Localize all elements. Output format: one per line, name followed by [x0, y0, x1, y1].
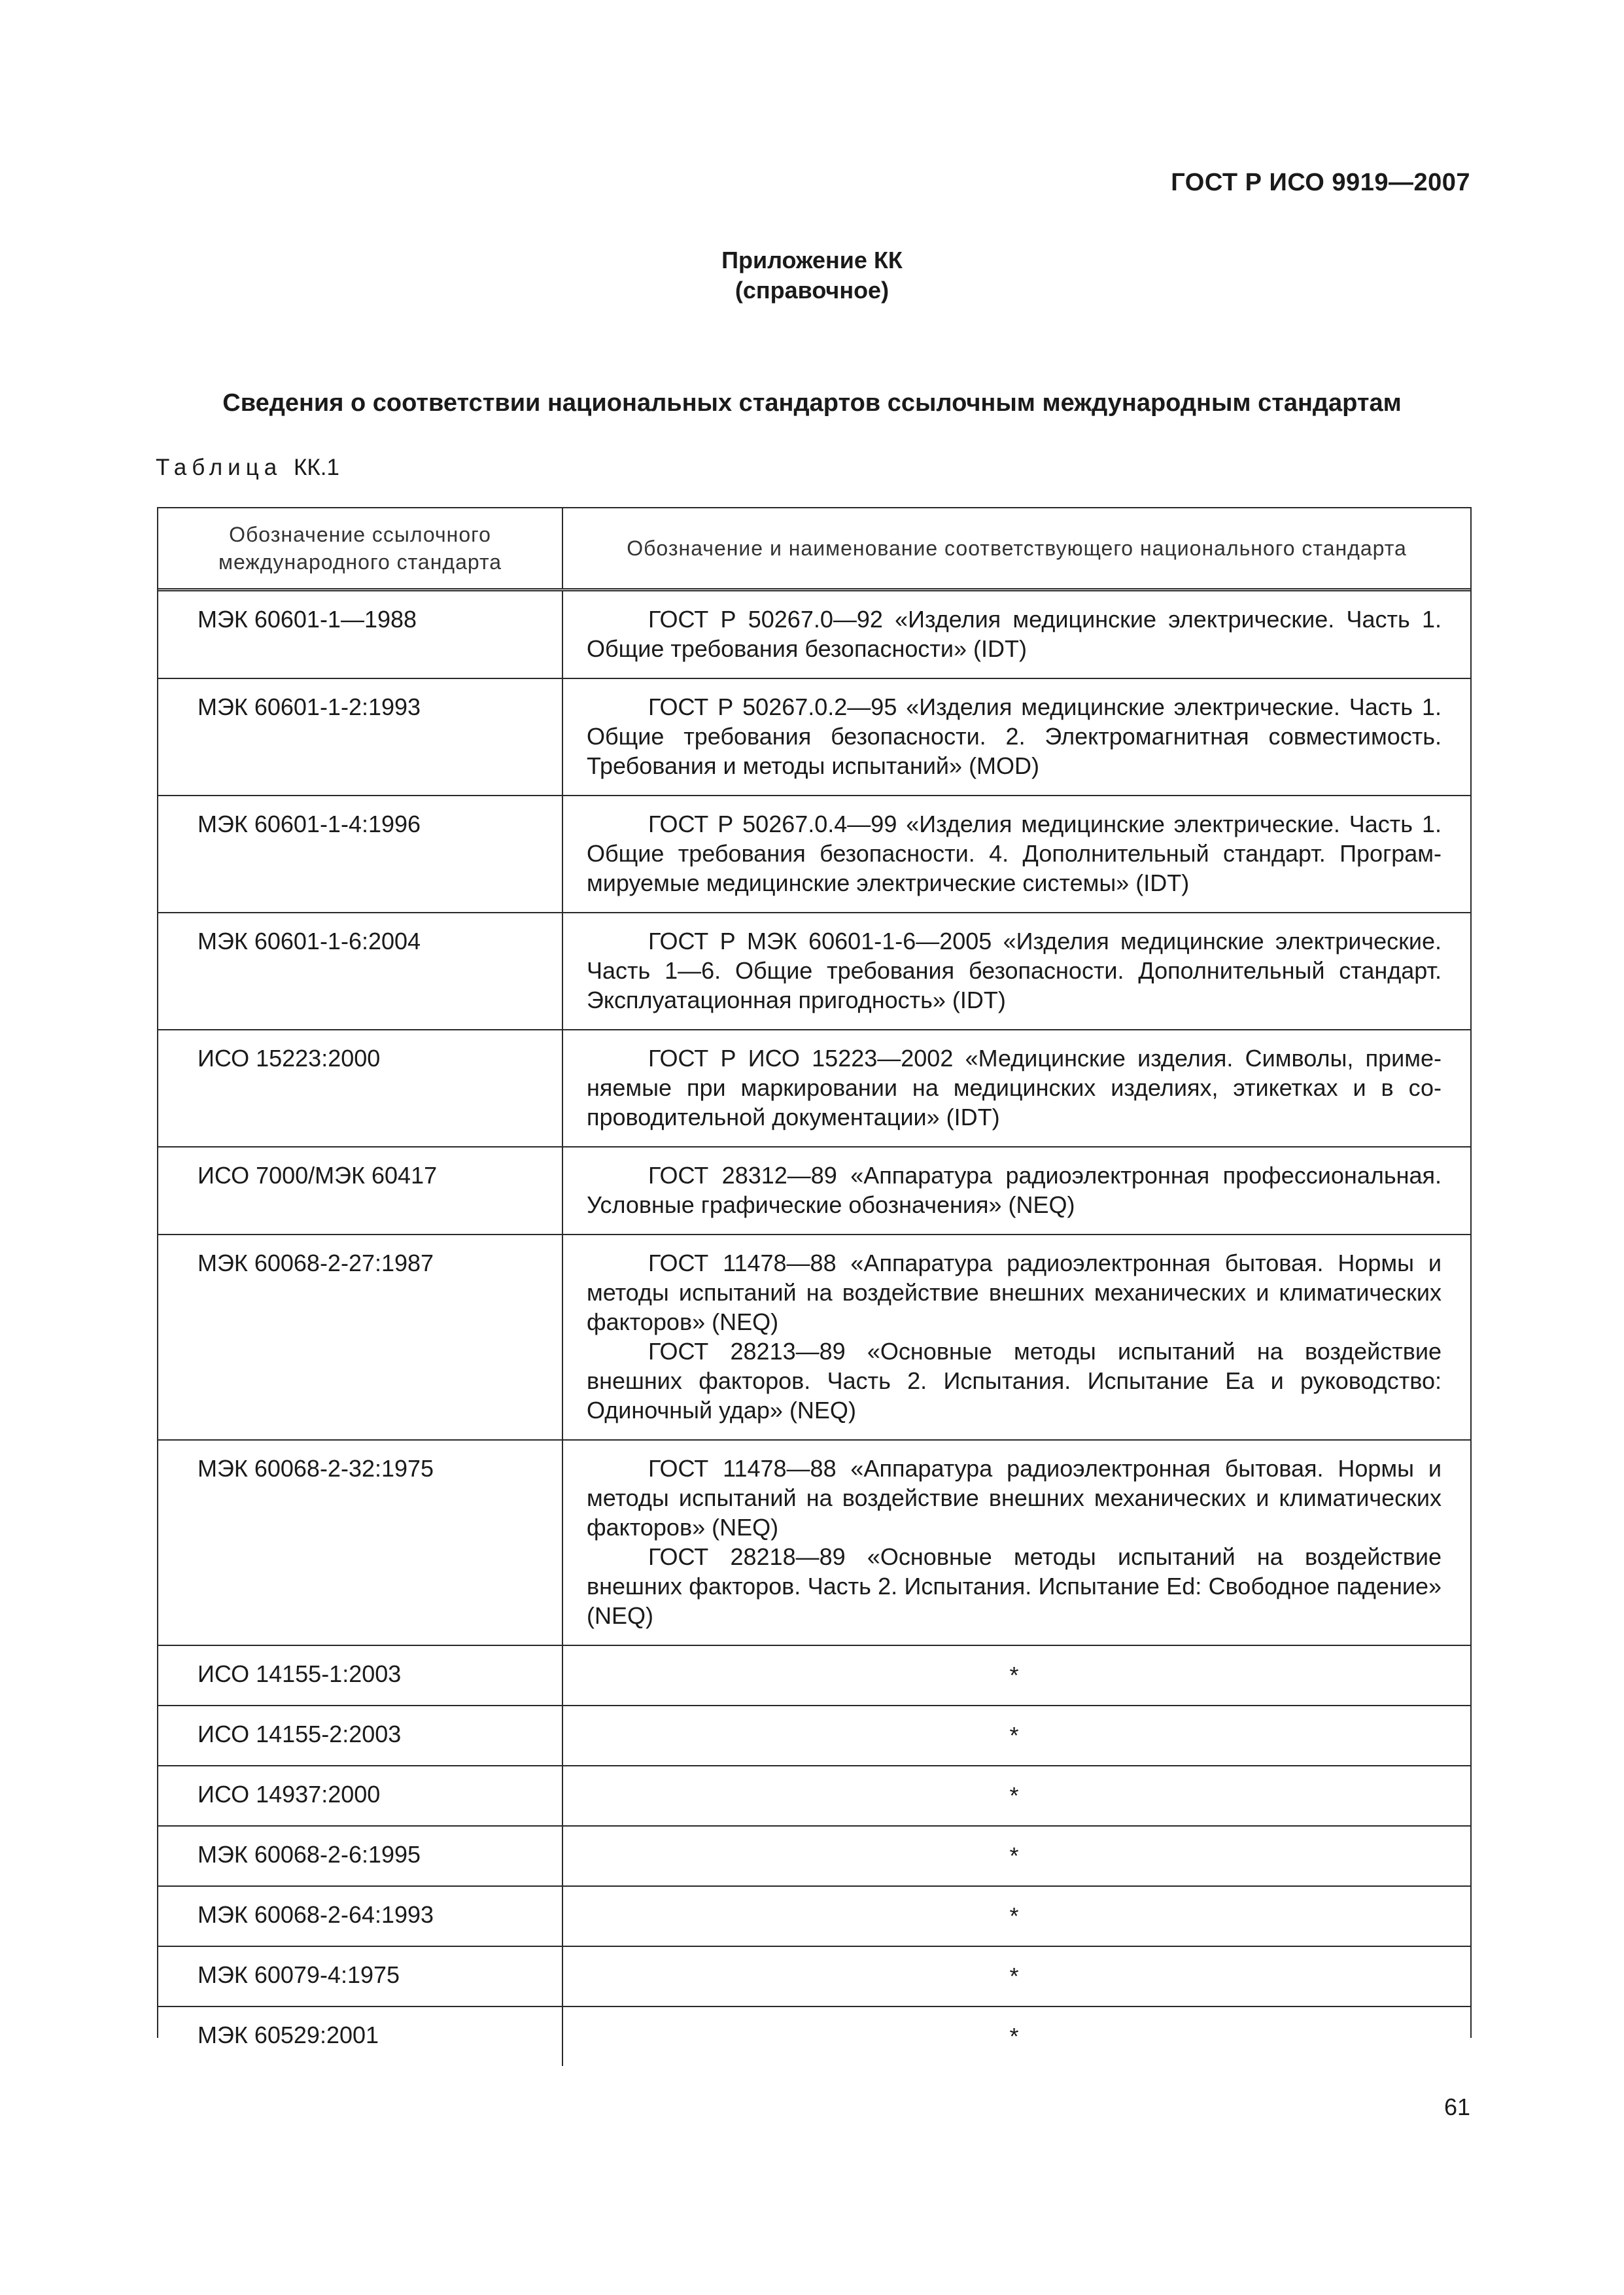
table-row	[158, 1886, 1470, 1946]
natl-standard-cell	[562, 913, 1470, 1030]
natl-standard-entry: ГОСТ Р 50267.0.4—99 «Изделия медицинские электрические. Часть 1. Общие требования безопасности. 4. Дополнительный стандарт. Программируемые медицинские электрические системы» (IDT)	[587, 811, 1442, 896]
table-row	[158, 1645, 1470, 1706]
table-body	[158, 590, 1470, 2067]
table-row	[158, 1440, 1470, 1645]
natl-standard-cell	[562, 678, 1470, 796]
natl-standard-cell	[562, 590, 1470, 679]
table-row	[158, 1235, 1470, 1440]
column-header-natl: Обозначение и наименование соответствующего национального стандарта	[562, 508, 1470, 590]
appendix-subtitle: (справочное)	[734, 277, 890, 304]
natl-standard-entry: ГОСТ Р ИСО 15223—2002 «Медицинские изделия. Символы, применяемые при маркировании на медицинских изделиях, этикетках и в сопроводительной документации» (IDT)	[587, 1045, 1442, 1130]
intl-standard-cell: ИСО 15223:2000	[158, 1030, 562, 1147]
table-row	[158, 1826, 1470, 1886]
table-caption-word: Таблица	[156, 455, 283, 480]
natl-standard-entry: ГОСТ Р 50267.0.2—95 «Изделия медицинские электрические. Часть 1. Общие требования безопасности. 2. Электромагнитная совместимость. Требования и методы испытаний» (MOD)	[587, 693, 1442, 779]
intl-standard-cell: МЭК 60601-1—1988	[158, 590, 562, 679]
table-row	[158, 1147, 1470, 1235]
natl-standard-entry: ГОСТ 28218—89 «Основные методы испытаний на воздействие внешних факторов. Часть 2. Испытания. Испытание Ed: Свободное падение» (NEQ)	[587, 1543, 1442, 1629]
table-caption-number: КК.1	[293, 455, 339, 480]
table-row	[158, 1706, 1470, 1766]
natl-standard-entry: ГОСТ Р 50267.0—92 «Изделия медицинские электрические. Часть 1. Общие требования безопасности» (IDT)	[587, 606, 1442, 662]
intl-standard-cell: МЭК 60068-2-6:1995	[158, 1826, 562, 1886]
appendix-title: Приложение КК	[721, 247, 903, 273]
intl-standard-cell: ИСО 14155-2:2003	[158, 1706, 562, 1766]
natl-standard-cell: *	[562, 1766, 1470, 1826]
natl-standard-cell	[562, 1030, 1470, 1147]
table-row	[158, 913, 1470, 1030]
page-number: 61	[1443, 2094, 1470, 2120]
intl-standard-cell: МЭК 60601-1-6:2004	[158, 913, 562, 1030]
natl-standard-cell: *	[562, 1706, 1470, 1766]
appendix-heading	[0, 245, 1624, 306]
intl-standard-cell: МЭК 60068-2-27:1987	[158, 1235, 562, 1440]
natl-standard-entry: ГОСТ 28312—89 «Аппаратура радиоэлектронная профессиональная. Условные графические обозначения» (NEQ)	[587, 1162, 1442, 1218]
intl-standard-cell: МЭК 60068-2-64:1993	[158, 1886, 562, 1946]
natl-standard-cell: *	[562, 1645, 1470, 1706]
table-row	[158, 1030, 1470, 1147]
natl-standard-cell: *	[562, 1826, 1470, 1886]
standards-table	[158, 507, 1470, 2066]
intl-standard-cell: ИСО 14937:2000	[158, 1766, 562, 1826]
table-row	[158, 590, 1470, 679]
intl-standard-cell: МЭК 60601-1-2:1993	[158, 678, 562, 796]
intl-standard-cell: МЭК 60068-2-32:1975	[158, 1440, 562, 1645]
natl-standard-entry: ГОСТ 11478—88 «Аппаратура радиоэлектронная бытовая. Нормы и методы испытаний на воздействие внешних механических и климатических факторов» (NEQ)	[587, 1455, 1442, 1541]
intl-standard-cell: ИСО 7000/МЭК 60417	[158, 1147, 562, 1235]
table-row	[158, 2006, 1470, 2066]
intl-standard-cell: МЭК 60601-1-4:1996	[158, 796, 562, 913]
natl-standard-entry: ГОСТ 11478—88 «Аппаратура радиоэлектронная бытовая. Нормы и методы испытаний на воздействие внешних механических и климатических факторов» (NEQ)	[587, 1250, 1442, 1335]
natl-standard-cell: *	[562, 2006, 1470, 2066]
document-title: Сведения о соответствии национальных стандартов ссылочным международным стандартам	[222, 389, 1402, 417]
table-row	[158, 796, 1470, 913]
table-row	[158, 1946, 1470, 2006]
intl-standard-cell: ИСО 14155-1:2003	[158, 1645, 562, 1706]
column-header-intl: Обозначение ссылочного международного стандарта	[158, 508, 562, 590]
table-row	[158, 678, 1470, 796]
standard-code-header: ГОСТ Р ИСО 9919—2007	[1171, 169, 1470, 196]
natl-standard-cell: *	[562, 1946, 1470, 2006]
natl-standard-entry: ГОСТ Р МЭК 60601-1-6—2005 «Изделия медицинские электрические. Часть 1—6. Общие требования безопасности. Дополнительный стандарт. Эксплуатационная пригодность» (IDT)	[587, 928, 1442, 1013]
table-caption	[156, 455, 339, 481]
table-header-row	[158, 508, 1470, 590]
natl-standard-cell	[562, 1235, 1470, 1440]
natl-standard-cell	[562, 1147, 1470, 1235]
natl-standard-entry: ГОСТ 28213—89 «Основные методы испытаний на воздействие внешних факторов. Часть 2. Испытания. Испытание Еа и руководство: Одиночный удар» (NEQ)	[587, 1338, 1442, 1424]
standards-table-frame	[157, 507, 1472, 2050]
intl-standard-cell: МЭК 60529:2001	[198, 2022, 379, 2048]
natl-standard-cell	[562, 796, 1470, 913]
natl-standard-cell: *	[562, 1886, 1470, 1946]
table-row	[158, 1766, 1470, 1826]
intl-standard-cell: МЭК 60079-4:1975	[158, 1946, 562, 2006]
natl-standard-cell	[562, 1440, 1470, 1645]
